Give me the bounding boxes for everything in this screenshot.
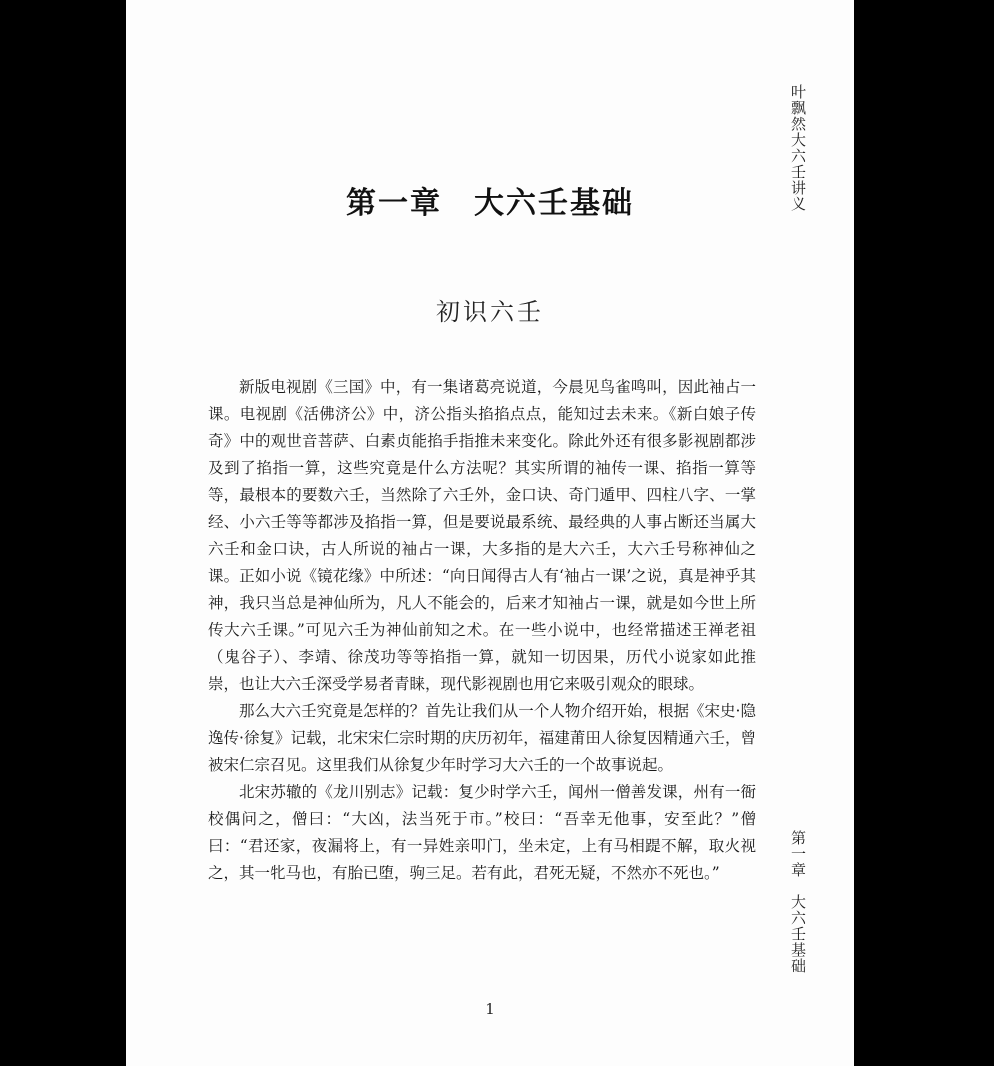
- chapter-title: 第一章 大六壬基础: [346, 186, 634, 221]
- section-title: 初识六壬: [436, 298, 544, 326]
- page-number: 1: [485, 1000, 495, 1018]
- paragraph-1: 新版电视剧《三国》中，有一集诸葛亮说道，今晨见鸟雀鸣叫，因此袖占一课。电视剧《活佛济公》中，济公指头掐掐点点，能知过去未来。《新白娘子传奇》中的观世音菩萨、白素贞能掐手指推未来变化。除此外还有很多影视剧都涉及到了掐指一算，这些究竟是什么方法呢？其实所谓的袖传一课、掐指一算等等，最根本的要数六壬，当然除了六壬外，金口诀、奇门遁甲、四柱八字、一掌经、小六壬等等都涉及掐指一算，但是要说最系统、最经典的人事占断还当属大六壬和金口诀，古人所说的袖占一课，大多指的是大六壬，大六壬号称神仙之课。正如小说《镜花缘》中所述：“向日闻得古人有‘袖占一课’之说，真是神乎其神，我只当总是神仙所为，凡人不能会的，后来才知袖占一课，就是如今世上所传大六壬课。”可见六壬为神仙前知之术。在一些小说中，也经常描述王禅老祖（鬼谷子）、李靖、徐茂功等等掐指一算，就知一切因果，历代小说家如此推崇，也让大六壬深受学易者青睐，现代影视剧也用它来吸引观众的眼球。: [208, 378, 756, 693]
- side-chapter-label: 第一章 大六壬基础: [789, 830, 807, 974]
- book-page: [126, 0, 854, 1066]
- paragraph-3: 北宋苏辙的《龙川别志》记载：复少时学六壬，闻州一僧善发课，州有一衙校偶问之，僧曰：“大凶，法当死于市。”校曰：“吾幸无他事，安至此？”僧曰：“君还家，夜漏将上，有一异姓亲叩门，坐未定，上有马相踶不解，取火视之，其一牝马也，有胎已堕，驹三足。若有此，君死无疑，不然亦不死也。”: [208, 783, 756, 882]
- body-text: [208, 374, 756, 887]
- paragraph-2: 那么大六壬究竟是怎样的？首先让我们从一个人物介绍开始，根据《宋史·隐逸传·徐复》记载，北宋宋仁宗时期的庆历初年，福建莆田人徐复因精通六壬，曾被宋仁宗召见。这里我们从徐复少年时学习大六壬的一个故事说起。: [208, 702, 756, 774]
- running-header: 叶飘然大六壬讲义: [789, 84, 807, 212]
